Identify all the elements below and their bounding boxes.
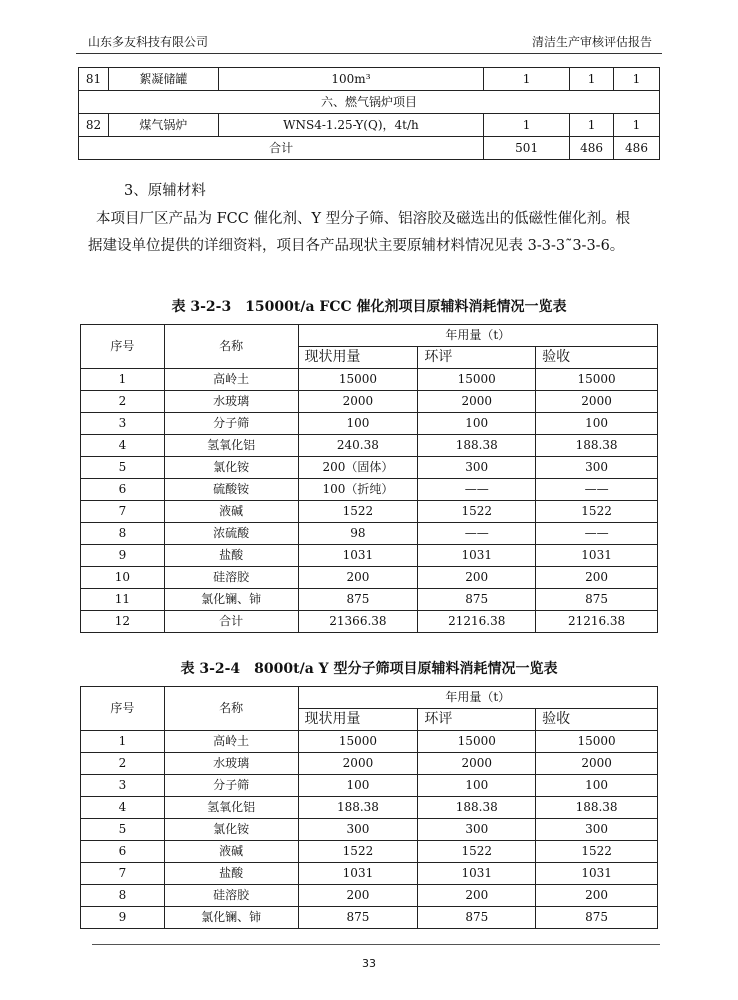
- table-row: [79, 68, 660, 91]
- cell-current: 21366.38: [298, 611, 418, 633]
- total-value: 486: [570, 137, 614, 160]
- cell-acceptance: 300: [536, 457, 658, 479]
- cell-no: 5: [81, 457, 165, 479]
- cell-acceptance: 875: [536, 589, 658, 611]
- cell-current: 240.38: [298, 435, 418, 457]
- cell-no: 81: [79, 68, 109, 91]
- paragraph-line-2: 据建设单位提供的详细资料，项目各产品现状主要原辅材料情况见表 3-3-3˜3-3-6。: [88, 238, 625, 254]
- cell-current: 1031: [298, 545, 418, 567]
- header-name: 名称: [164, 687, 298, 731]
- fcc-raw-materials-table: [80, 324, 658, 633]
- cell-no: 7: [81, 863, 165, 885]
- cell-acceptance: 300: [536, 819, 658, 841]
- cell-eia: ——: [418, 479, 536, 501]
- cell-name: 氯化铵: [164, 819, 298, 841]
- cell-no: 4: [81, 797, 165, 819]
- table-row: [81, 731, 658, 753]
- cell-acceptance: 200: [536, 885, 658, 907]
- cell-name: 盐酸: [164, 863, 298, 885]
- table-row: [81, 589, 658, 611]
- cell-eia: 200: [418, 885, 536, 907]
- cell-eia: 200: [418, 567, 536, 589]
- table-row: [81, 797, 658, 819]
- table-row: [81, 435, 658, 457]
- cell-no: 5: [81, 819, 165, 841]
- cell-name: 液碱: [164, 841, 298, 863]
- page-number: 33: [362, 957, 376, 970]
- total-label: 合计: [79, 137, 484, 160]
- cell-acceptance: ——: [536, 479, 658, 501]
- cell-current: 15000: [298, 731, 418, 753]
- table-total-row: [79, 137, 660, 160]
- cell-no: 1: [81, 731, 165, 753]
- table-row: [81, 567, 658, 589]
- cell-current: 875: [298, 589, 418, 611]
- cell-current: 98: [298, 523, 418, 545]
- cell-acceptance: 15000: [536, 369, 658, 391]
- cell-qty: 1: [570, 68, 614, 91]
- table-row: [81, 753, 658, 775]
- cell-eia: 15000: [418, 731, 536, 753]
- table-section-row: [79, 91, 660, 114]
- cell-current: 1522: [298, 841, 418, 863]
- table-row: [81, 479, 658, 501]
- cell-current: 875: [298, 907, 418, 929]
- total-value: 486: [614, 137, 660, 160]
- cell-name: 氢氧化铝: [164, 797, 298, 819]
- cell-eia: 2000: [418, 391, 536, 413]
- cell-qty: 1: [484, 114, 570, 137]
- cell-current: 200（固体）: [298, 457, 418, 479]
- cell-current: 100: [298, 413, 418, 435]
- cell-name: 水玻璃: [164, 391, 298, 413]
- cell-eia: 300: [418, 819, 536, 841]
- cell-acceptance: 21216.38: [536, 611, 658, 633]
- header-acceptance: 验收: [536, 709, 658, 731]
- cell-current: 15000: [298, 369, 418, 391]
- cell-eia: 875: [418, 589, 536, 611]
- header-rule: [76, 53, 662, 54]
- cell-current: 2000: [298, 391, 418, 413]
- section-heading: 3、原辅材料: [124, 183, 206, 199]
- table-row: [81, 775, 658, 797]
- cell-current: 100: [298, 775, 418, 797]
- cell-no: 82: [79, 114, 109, 137]
- cell-current: 100（折纯）: [298, 479, 418, 501]
- cell-no: 4: [81, 435, 165, 457]
- cell-no: 9: [81, 907, 165, 929]
- cell-spec: 100m³: [218, 68, 483, 91]
- cell-qty: 1: [570, 114, 614, 137]
- cell-no: 2: [81, 391, 165, 413]
- cell-name: 氯化镧、铈: [164, 907, 298, 929]
- y-sieve-raw-materials-table: [80, 686, 658, 929]
- cell-acceptance: 15000: [536, 731, 658, 753]
- cell-no: 8: [81, 885, 165, 907]
- table-row: [81, 391, 658, 413]
- cell-name: 硅溶胶: [164, 885, 298, 907]
- header-no: 序号: [81, 687, 165, 731]
- cell-name: 盐酸: [164, 545, 298, 567]
- cell-acceptance: 100: [536, 775, 658, 797]
- table-header-row: [81, 687, 658, 709]
- cell-name: 液碱: [164, 501, 298, 523]
- cell-name: 煤气锅炉: [108, 114, 218, 137]
- table-row: [81, 501, 658, 523]
- cell-acceptance: 200: [536, 567, 658, 589]
- table-row: [81, 369, 658, 391]
- table1-caption: 表 3-2-3 15000t/a FCC 催化剂项目原辅料消耗情况一览表: [171, 299, 567, 315]
- table-row: [81, 611, 658, 633]
- header-no: 序号: [81, 325, 165, 369]
- cell-eia: 1031: [418, 545, 536, 567]
- cell-current: 188.38: [298, 797, 418, 819]
- cell-no: 6: [81, 479, 165, 501]
- cell-current: 1522: [298, 501, 418, 523]
- header-eia: 环评: [418, 709, 536, 731]
- cell-name: 高岭土: [164, 731, 298, 753]
- footer-rule: [92, 944, 660, 945]
- cell-current: 300: [298, 819, 418, 841]
- cell-name: 分子筛: [164, 775, 298, 797]
- header-annual-usage: 年用量（t）: [298, 325, 658, 347]
- cell-no: 9: [81, 545, 165, 567]
- cell-no: 8: [81, 523, 165, 545]
- cell-acceptance: 1522: [536, 841, 658, 863]
- cell-eia: 100: [418, 775, 536, 797]
- cell-acceptance: 1031: [536, 863, 658, 885]
- section-label: 六、燃气锅炉项目: [79, 91, 660, 114]
- cell-name: 分子筛: [164, 413, 298, 435]
- cell-no: 11: [81, 589, 165, 611]
- cell-name: 浓硫酸: [164, 523, 298, 545]
- cell-eia: 15000: [418, 369, 536, 391]
- cell-acceptance: 2000: [536, 753, 658, 775]
- cell-eia: 21216.38: [418, 611, 536, 633]
- table-row: [81, 523, 658, 545]
- cell-acceptance: 1031: [536, 545, 658, 567]
- header-current: 现状用量: [298, 709, 418, 731]
- table-row: [81, 819, 658, 841]
- header-company: 山东多友科技有限公司: [88, 35, 209, 49]
- table-row: [81, 841, 658, 863]
- header-eia: 环评: [418, 347, 536, 369]
- cell-acceptance: 1522: [536, 501, 658, 523]
- equipment-table-continued: [78, 67, 660, 160]
- cell-acceptance: ——: [536, 523, 658, 545]
- cell-acceptance: 188.38: [536, 435, 658, 457]
- cell-eia: 2000: [418, 753, 536, 775]
- cell-eia: 1522: [418, 841, 536, 863]
- table-header-row: [81, 325, 658, 347]
- cell-eia: ——: [418, 523, 536, 545]
- table-row: [81, 863, 658, 885]
- table-row: [81, 545, 658, 567]
- cell-name: 氢氧化铝: [164, 435, 298, 457]
- paragraph-line-1: 本项目厂区产品为 FCC 催化剂、Y 型分子筛、铝溶胶及磁选出的低磁性催化剂。根: [96, 211, 631, 227]
- table-row: [81, 885, 658, 907]
- table-row: [81, 457, 658, 479]
- cell-eia: 100: [418, 413, 536, 435]
- cell-name: 水玻璃: [164, 753, 298, 775]
- cell-eia: 188.38: [418, 435, 536, 457]
- header-report-title: 清洁生产审核评估报告: [531, 35, 652, 49]
- cell-acceptance: 875: [536, 907, 658, 929]
- table-row: [81, 907, 658, 929]
- cell-no: 12: [81, 611, 165, 633]
- cell-no: 3: [81, 775, 165, 797]
- cell-no: 1: [81, 369, 165, 391]
- cell-spec: WNS4-1.25-Y(Q)，4t/h: [218, 114, 483, 137]
- cell-acceptance: 188.38: [536, 797, 658, 819]
- cell-acceptance: 100: [536, 413, 658, 435]
- header-acceptance: 验收: [536, 347, 658, 369]
- cell-current: 2000: [298, 753, 418, 775]
- cell-current: 200: [298, 567, 418, 589]
- total-value: 501: [484, 137, 570, 160]
- cell-name: 氯化镧、铈: [164, 589, 298, 611]
- table2-caption: 表 3-2-4 8000t/a Y 型分子筛项目原辅料消耗情况一览表: [180, 661, 558, 677]
- cell-name: 絮凝储罐: [108, 68, 218, 91]
- cell-qty: 1: [614, 114, 660, 137]
- cell-no: 10: [81, 567, 165, 589]
- cell-no: 6: [81, 841, 165, 863]
- table-row: [79, 114, 660, 137]
- cell-no: 7: [81, 501, 165, 523]
- cell-eia: 1522: [418, 501, 536, 523]
- table-row: [81, 413, 658, 435]
- cell-current: 1031: [298, 863, 418, 885]
- cell-eia: 300: [418, 457, 536, 479]
- cell-name: 高岭土: [164, 369, 298, 391]
- cell-eia: 188.38: [418, 797, 536, 819]
- cell-qty: 1: [484, 68, 570, 91]
- cell-current: 200: [298, 885, 418, 907]
- cell-eia: 875: [418, 907, 536, 929]
- cell-name: 硅溶胶: [164, 567, 298, 589]
- cell-qty: 1: [614, 68, 660, 91]
- cell-name: 硫酸铵: [164, 479, 298, 501]
- cell-name: 合计: [164, 611, 298, 633]
- cell-no: 3: [81, 413, 165, 435]
- cell-name: 氯化铵: [164, 457, 298, 479]
- header-annual-usage: 年用量（t）: [298, 687, 657, 709]
- cell-no: 2: [81, 753, 165, 775]
- cell-acceptance: 2000: [536, 391, 658, 413]
- cell-eia: 1031: [418, 863, 536, 885]
- header-current: 现状用量: [298, 347, 418, 369]
- header-name: 名称: [164, 325, 298, 369]
